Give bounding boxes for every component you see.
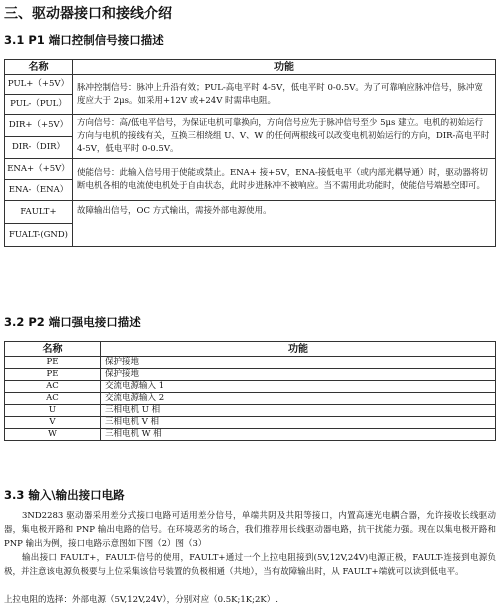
header-name: 名称 [5,60,73,75]
signal-name: PUL-（PUL） [5,95,73,115]
signal-name: ENA+（+5V） [5,159,73,180]
signal-desc: 方向信号：高/低电平信号，为保证电机可靠换向，方向信号应先于脉冲信号至少 5μs 建立。电机的初始运行方向与电机的接线有关，互换三相绕组 U、V、W 的任何两根线可以改变电机初始运行的方向，DIR-高电平时 4-5V，低电平时 0-0.5V。 [73,115,496,159]
terminal-desc: 保护接地 [101,369,496,381]
p1-signal-table [4,59,496,247]
table-row [5,201,496,224]
table-row [5,75,496,95]
table-row [5,357,496,369]
signal-desc: 脉冲控制信号：脉冲上升沿有效；PUL-高电平时 4-5V，低电平时 0-0.5V。为了可靠响应脉冲信号，脉冲宽度应大于 2μs。如采用+12V 或+24V 时需串电阻。 [73,75,496,115]
terminal-desc: 三相电机 W 相 [101,429,496,441]
signal-name: FUALT-(GND) [5,224,73,247]
terminal-name: AC [5,381,101,393]
terminal-desc: 保护接地 [101,357,496,369]
table-header-row [5,60,496,75]
table-row [5,381,496,393]
signal-name: FAULT+ [5,201,73,224]
paragraph-interface: 3ND2283 驱动器采用差分式接口电路可适用差分信号，单端共阴及共阳等接口，内置高速光电耦合器，允许接收长线驱动器，集电极开路和 PNP 输出电路的信号。在环境恶劣的场合，我们推荐用长线驱动器电路，抗干扰能力强。现在以集电极开路和 PNP 输出为例，接口电路示意图如下图（2）图（3） [4,511,496,549]
table-row [5,115,496,137]
s31-title: 3.1 P1 端口控制信号接口描述 [4,33,164,47]
table-row [5,405,496,417]
table-row [5,159,496,180]
signal-name: PUL+（+5V） [5,75,73,95]
terminal-name: PE [5,357,101,369]
terminal-desc: 三相电机 U 相 [101,405,496,417]
terminal-name: W [5,429,101,441]
terminal-name: PE [5,369,101,381]
signal-name: DIR-（DIR） [5,137,73,159]
p2-power-table [4,341,496,441]
table-row [5,393,496,405]
section-title: 三、驱动器接口和接线介绍 [4,6,172,22]
table-row [5,369,496,381]
paragraph-fault-output: 输出接口 FAULT+，FAULT-信号的使用，FAULT+通过一个上拉电阻接到(5V,12V,24V)电源正极，FAULT-连接到电源负极，并注意该电源负极要与上位采集该信号装置的负极相通（共地），当有故障输出时，从 FAULT+端就可以读到低电平。 [4,553,496,577]
table-row [5,429,496,441]
header-function: 功能 [101,342,496,357]
s33-title: 3.3 输入\输出接口电路 [4,488,125,502]
terminal-desc: 交流电源输入 2 [101,393,496,405]
table-row [5,417,496,429]
signal-desc: 使能信号：此输入信号用于使能或禁止。ENA+ 接+5V，ENA-接低电平（或内部光耦导通）时，驱动器将切断电机各相的电流使电机处于自由状态，此时步进脉冲不被响应。当不需用此功能时，使能信号端悬空即可。 [73,159,496,201]
signal-desc: 故障输出信号，OC 方式输出，需接外部电源使用。 [73,201,496,247]
header-name: 名称 [5,342,101,357]
header-function: 功能 [73,60,496,75]
signal-name: ENA-（ENA） [5,180,73,201]
s32-title: 3.2 P2 端口强电接口描述 [4,315,141,329]
terminal-name: V [5,417,101,429]
paragraph-pullup-resistor: 上拉电阻的选择：外部电源（5V,12V,24V），分别对应（0.5K;1K;2K）. [4,595,278,605]
terminal-desc: 三相电机 V 相 [101,417,496,429]
terminal-name: AC [5,393,101,405]
table-header-row [5,342,496,357]
terminal-desc: 交流电源输入 1 [101,381,496,393]
signal-name: DIR+（+5V） [5,115,73,137]
terminal-name: U [5,405,101,417]
